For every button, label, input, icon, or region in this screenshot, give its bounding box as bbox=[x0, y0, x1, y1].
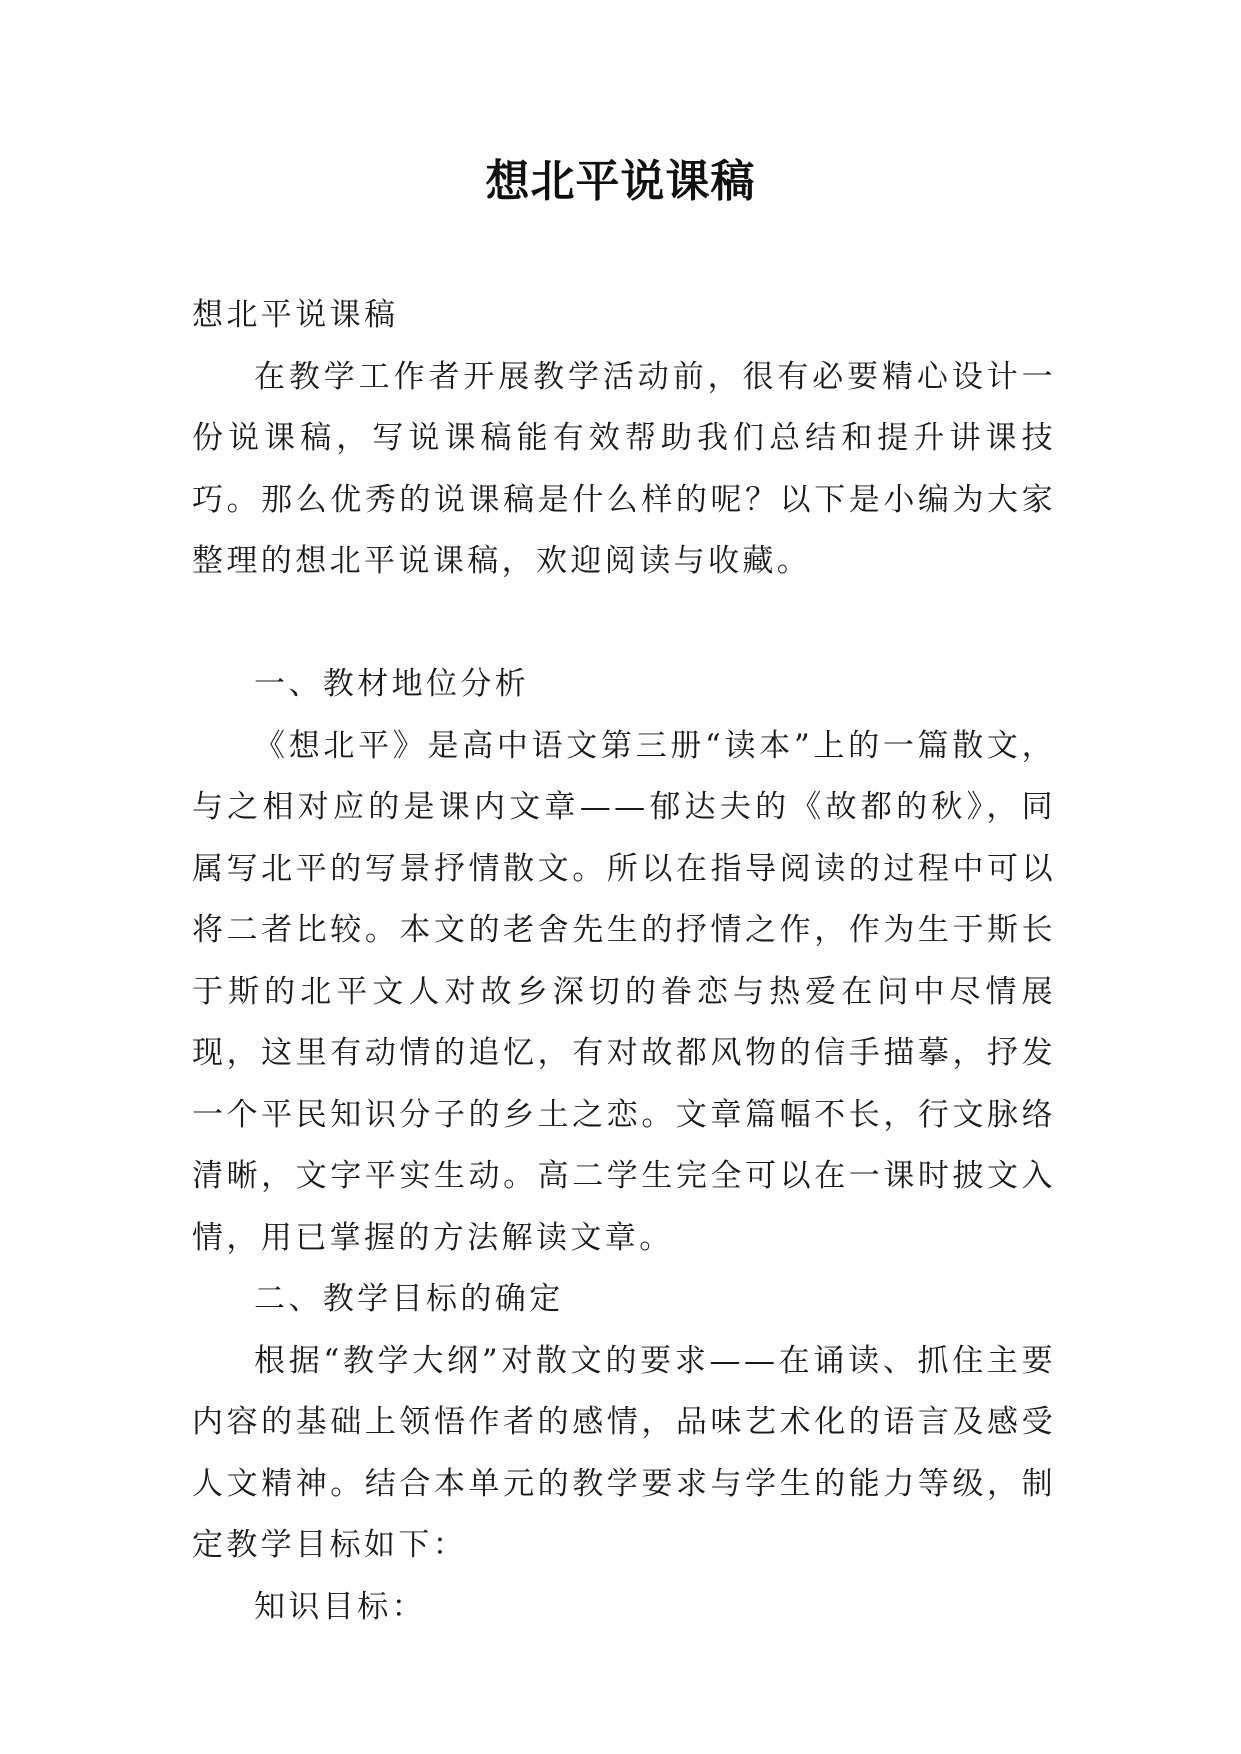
knowledge-goal-heading: 知识目标： bbox=[254, 1588, 426, 1625]
document-body bbox=[192, 285, 1056, 1638]
section-2-paragraph: 根据“教学大纲”对散文的要求——在诵读、抓住主要内容的基础上领悟作者的感情，品味艺术化的语言及感受人文精神。结合本单元的教学要求与学生的能力等级，制定教学目标如下： bbox=[192, 1342, 1056, 1563]
section-1-paragraph: 《想北平》是高中语文第三册“读本”上的一篇散文，与之相对应的是课内文章——郁达夫的《故都的秋》，同属写北平的写景抒情散文。所以在指导阅读的过程中可以将二者比较。本文的老舍先生的抒情之作，作为生于斯长于斯的北平文人对故乡深切的眷恋与热爱在问中尽情展现，这里有动情的追忆，有对故都风物的信手描摹，抒发一个平民知识分子的乡土之恋。文章篇幅不长，行文脉络清晰，文字平实生动。高二学生完全可以在一课时披文入情，用已掌握的方法解读文章。 bbox=[192, 727, 1056, 1256]
intro-paragraph: 在教学工作者开展教学活动前，很有必要精心设计一份说课稿，写说课稿能有效帮助我们总结和提升讲课技巧。那么优秀的说课稿是什么样的呢？以下是小编为大家整理的想北平说课稿，欢迎阅读与收藏。 bbox=[192, 358, 1056, 579]
section-heading-2: 二、教学目标的确定 bbox=[254, 1281, 564, 1317]
document-title: 想北平说课稿 bbox=[485, 156, 756, 207]
subtitle-line: 想北平说课稿 bbox=[192, 297, 399, 333]
section-heading-1: 一、教材地位分析 bbox=[254, 666, 530, 702]
